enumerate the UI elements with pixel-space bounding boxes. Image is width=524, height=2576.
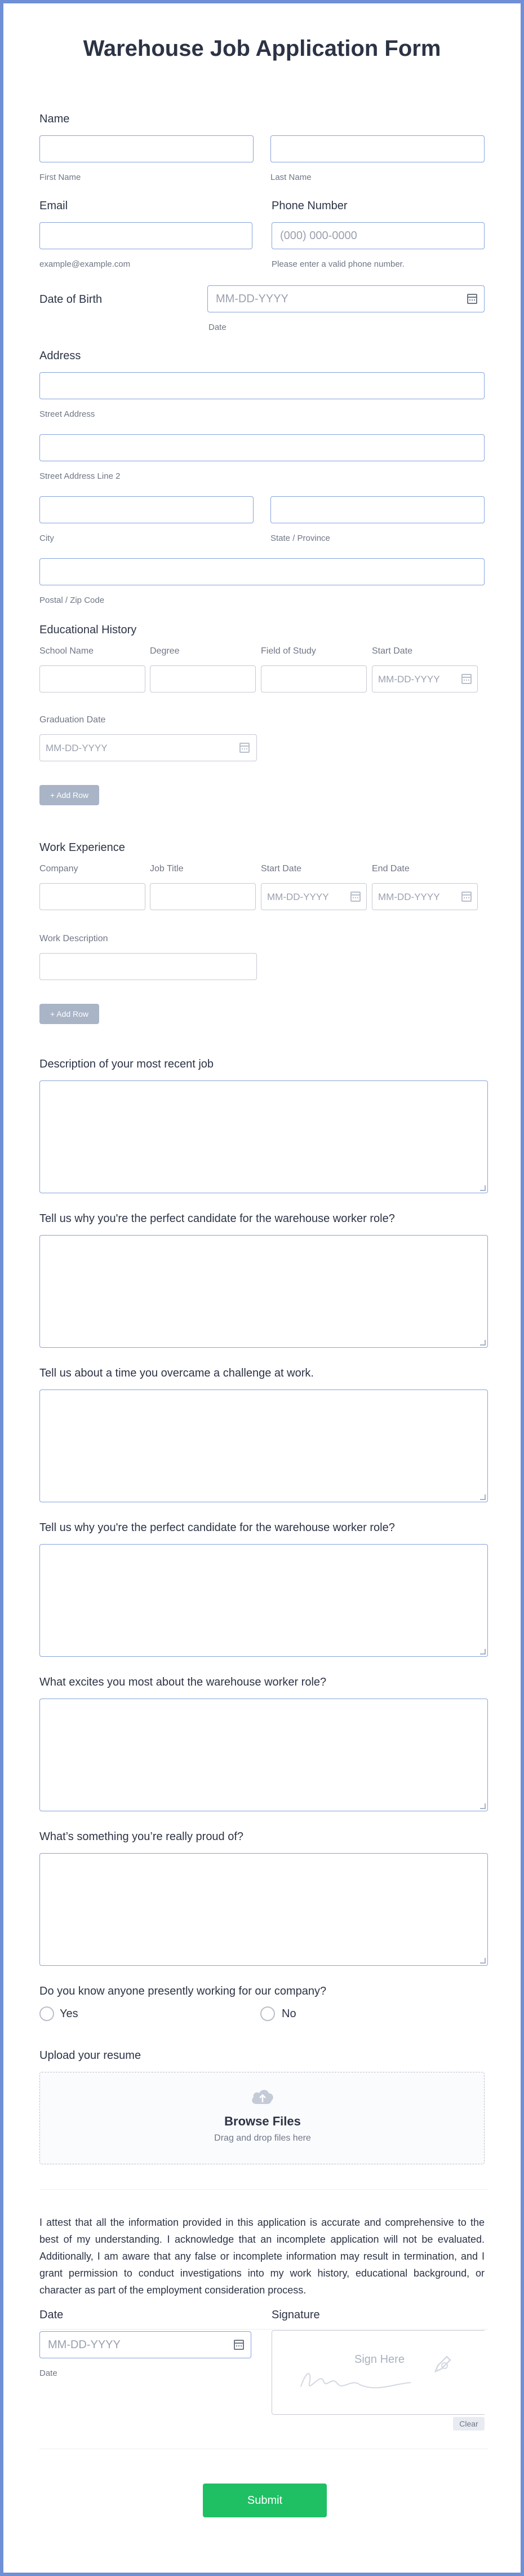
date-placeholder: MM-DD-YYYY [48,2339,121,2351]
browse-files-label[interactable]: Browse Files [224,2114,301,2128]
first-name-input[interactable] [39,135,254,162]
calendar-icon[interactable] [239,743,250,753]
question-label: Tell us why you're the perfect candidate for the warehouse worker role? [39,1212,395,1225]
date-input[interactable] [39,2331,251,2358]
form-title: Warehouse Job Application Form [83,36,441,61]
divider [39,2189,488,2190]
date-label: Date [39,2309,64,2321]
resize-handle-icon[interactable] [480,1494,486,1500]
work-description-input[interactable] [39,953,257,980]
resize-handle-icon[interactable] [480,1340,486,1346]
name-label: Name [39,113,70,125]
calendar-icon[interactable] [234,2340,244,2350]
education-start-placeholder: MM-DD-YYYY [378,674,440,685]
work-add-row-button[interactable]: + Add Row [39,1004,99,1024]
signature-label: Signature [272,2309,320,2321]
dob-hint: Date [208,323,227,332]
postal-caption: Postal / Zip Code [39,596,105,605]
phone-hint: Please enter a valid phone number. [272,259,405,269]
education-col-degree: Degree [150,646,180,656]
work-company-input[interactable] [39,883,145,910]
state-caption: State / Province [270,533,330,543]
phone-placeholder: (000) 000-0000 [280,230,357,242]
pen-icon [432,2352,455,2375]
resize-handle-icon[interactable] [480,1803,486,1809]
question-textarea[interactable] [39,1390,488,1502]
street-address-caption: Street Address [39,409,95,419]
education-col-start: Start Date [372,646,413,656]
street-address-2-caption: Street Address Line 2 [39,471,121,481]
education-col-school: School Name [39,646,94,656]
referral-yes-radio[interactable] [39,2006,54,2021]
question-label: What’s something you’re really proud of? [39,1830,244,1843]
education-school-input[interactable] [39,665,145,692]
calendar-icon[interactable] [461,674,472,684]
last-name-caption: Last Name [270,173,312,182]
work-end-placeholder: MM-DD-YYYY [378,892,440,902]
question-label: Description of your most recent job [39,1058,214,1070]
divider [39,2329,488,2330]
referral-yes-label: Yes [60,2008,78,2020]
work-start-input[interactable] [261,883,367,910]
resize-handle-icon[interactable] [480,1958,486,1964]
graduation-date-label: Graduation Date [39,715,106,725]
first-name-caption: First Name [39,173,81,182]
email-label: Email [39,200,68,212]
referral-no-label: No [282,2008,296,2020]
clear-signature-button[interactable]: Clear [453,2417,485,2431]
city-input[interactable] [39,496,254,523]
calendar-icon[interactable] [467,294,477,304]
education-col-field: Field of Study [261,646,316,656]
education-add-row-button[interactable]: + Add Row [39,785,99,805]
last-name-input[interactable] [270,135,485,162]
work-start-placeholder: MM-DD-YYYY [267,892,329,902]
state-input[interactable] [270,496,485,523]
question-textarea[interactable] [39,1235,488,1348]
work-col-end: End Date [372,864,410,874]
referral-label: Do you know anyone presently working for our company? [39,1985,327,1997]
postal-input[interactable] [39,558,485,585]
question-label: Tell us about a time you overcame a challenge at work. [39,1367,314,1379]
education-label: Educational History [39,624,137,636]
work-experience-label: Work Experience [39,841,125,854]
question-textarea[interactable] [39,1853,488,1966]
dob-label: Date of Birth [39,293,103,306]
graduation-date-placeholder: MM-DD-YYYY [46,743,108,753]
cloud-upload-icon [250,2088,275,2105]
work-col-company: Company [39,864,78,874]
address-label: Address [39,350,81,362]
street-address-input[interactable] [39,372,485,399]
dob-input[interactable] [207,285,485,312]
question-textarea[interactable] [39,1544,488,1657]
graduation-date-input[interactable] [39,734,257,761]
email-input[interactable] [39,222,252,249]
work-description-label: Work Description [39,934,108,943]
signature-placeholder: Sign Here [354,2353,405,2366]
work-title-input[interactable] [150,883,256,910]
phone-label: Phone Number [272,200,348,212]
work-end-input[interactable] [372,883,478,910]
street-address-2-input[interactable] [39,434,485,461]
education-degree-input[interactable] [150,665,256,692]
city-caption: City [39,533,54,543]
attestation-text: I attest that all the information provided in this application is accurate and comprehensive to the best of my understanding. I acknowledge that an incomplete application will not be evaluated. Additionally, I am aware that any false or incomplete information may result in termination, and I grant permission to conduct investigations into my work history, educational background, or character as part of the employment consideration process. [39,2217,485,2296]
education-field-input[interactable] [261,665,367,692]
calendar-icon[interactable] [461,892,472,902]
resize-handle-icon[interactable] [480,1649,486,1655]
submit-button[interactable]: Submit [203,2484,327,2517]
resize-handle-icon[interactable] [480,1185,486,1191]
work-col-start: Start Date [261,864,302,874]
dropzone-hint: Drag and drop files here [214,2133,311,2143]
dob-placeholder: MM-DD-YYYY [216,293,288,305]
question-textarea[interactable] [39,1699,488,1811]
signature-pad[interactable] [272,2330,485,2415]
form-container [3,3,521,2573]
referral-no-radio[interactable] [260,2006,275,2021]
question-label: What excites you most about the warehouse worker role? [39,1676,327,1688]
calendar-icon[interactable] [350,892,361,902]
file-dropzone[interactable] [39,2072,485,2164]
education-start-input[interactable] [372,665,478,692]
work-col-title: Job Title [150,864,184,874]
email-hint: example@example.com [39,259,131,269]
phone-input[interactable] [272,222,485,249]
question-textarea[interactable] [39,1080,488,1193]
resume-label: Upload your resume [39,2049,141,2062]
question-label: Tell us why you're the perfect candidate for the warehouse worker role? [39,1521,395,1534]
date-hint: Date [39,2368,57,2378]
